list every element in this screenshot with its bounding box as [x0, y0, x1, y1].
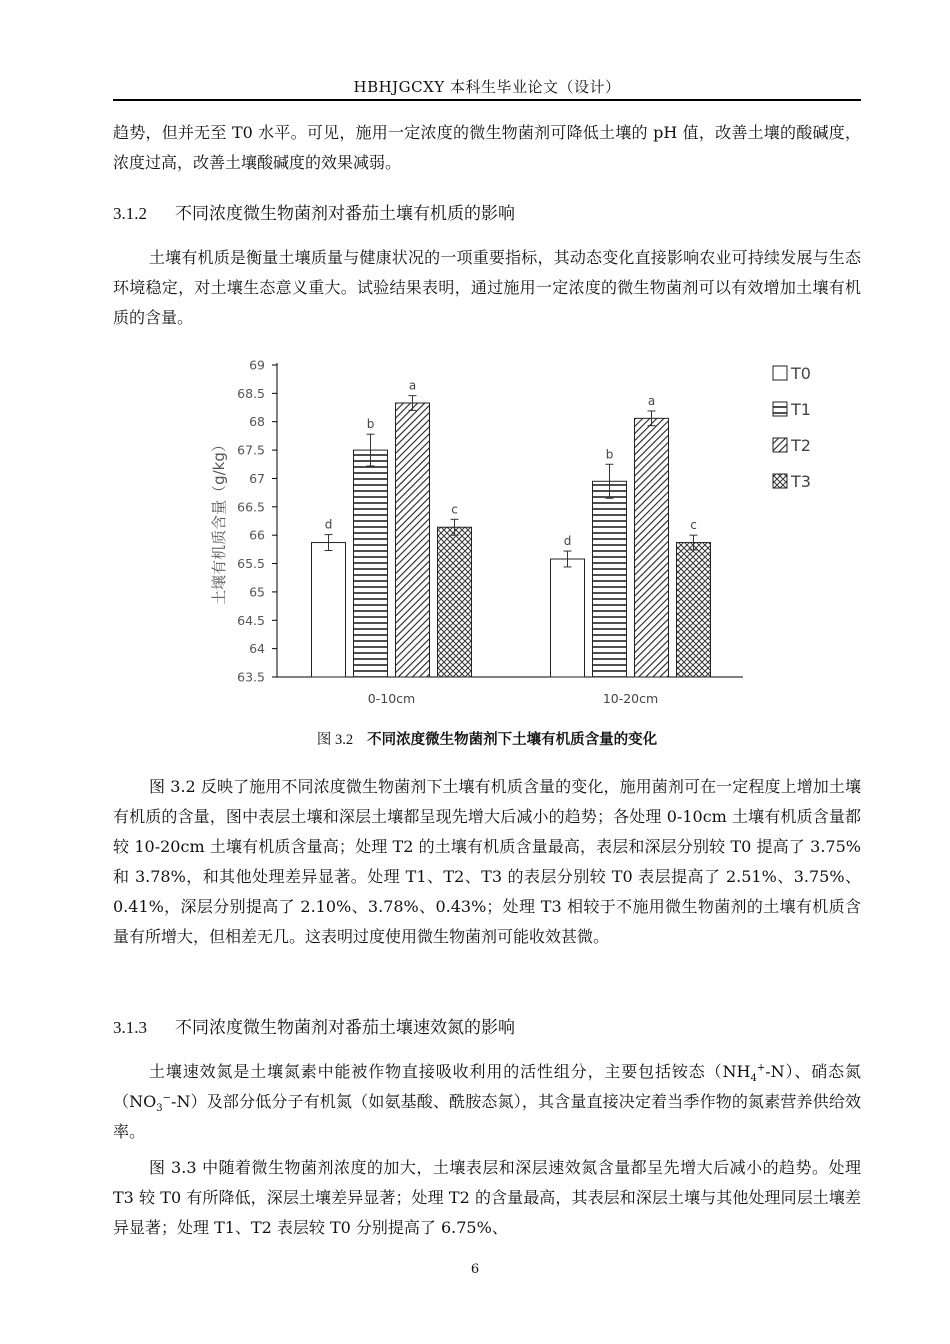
- bar-T3-10-20cm: [677, 543, 711, 677]
- section-heading-3-1-3: [113, 1013, 861, 1043]
- section-number: 3.1.2: [113, 204, 147, 223]
- running-header: HBHJGCXY 本科生毕业论文（设计）: [353, 78, 621, 96]
- legend-label-T0: T0: [791, 364, 811, 383]
- significance-label: c: [451, 502, 458, 517]
- x-category-label: 10-20cm: [602, 691, 659, 706]
- significance-label: d: [563, 534, 572, 549]
- significance-label: b: [605, 447, 614, 462]
- y-tick-label: 66.5: [237, 499, 265, 515]
- section-3-1-3-paragraph-1: 土壤速效氮是土壤氮素中能被作物直接吸收利用的活性组分，主要包括铵态$(NH_4^+-N)$、硝态氮$(NO_3^--N)$及部分低分子有机氮（如氨基酸、酰胺态氮），其含量直接决定着当季作物的氮素营养供给效率。: [113, 1062, 861, 1141]
- legend-swatch-T0: [773, 366, 787, 380]
- legend-label-T1: T1: [791, 400, 811, 419]
- section-number: 3.1.3: [113, 1018, 147, 1037]
- legend-swatch-T3: [773, 474, 787, 488]
- section-3-1-3-paragraph-2: 图 3.3 中随着微生物菌剂浓度的加大，土壤表层和深层速效氮含量都呈先增大后减小的趋势。处理 T3 较 T0 有所降低，深层土壤差异显著；处理 T2 的含量最高，其表层和深层土壤与其他处理同层土壤差异显著；处理 T1、T2 表层较 T0 分别提高了 6.75%、: [113, 1158, 861, 1237]
- legend-swatch-T1: [773, 402, 787, 416]
- section-3-1-2-paragraph: 土壤有机质是衡量土壤质量与健康状况的一项重要指标，其动态变化直接影响农业可持续发展与生态环境稳定，对土壤生态意义重大。试验结果表明，通过施用一定浓度的微生物菌剂可以有效增加土壤有机质的含量。: [113, 248, 861, 327]
- significance-label: c: [690, 518, 697, 533]
- header-rule: [113, 99, 861, 101]
- bar-T2-0-10cm: [396, 403, 430, 677]
- legend-label-T2: T2: [791, 436, 811, 455]
- x-category-label: 0-10cm: [367, 691, 416, 706]
- significance-label: d: [324, 517, 333, 532]
- results-paragraph: 图 3.2 反映了施用不同浓度微生物菌剂下土壤有机质含量的变化，施用菌剂可在一定程度上增加土壤有机质的含量，图中表层土壤和深层土壤都呈现先增大后减小的趋势；各处理 0-10cm 土壤有机质含量都较 10-20cm 土壤有机质含量高；处理 T2 的土壤有机质含量最高，表层和深层分别较 T0 提高了 3.75%和 3.78%，和其他处理差异显著。处理 T1、T2、T3 的表层分别较 T0 表层提高了 2.51%、3.75%、0.41%，深层分别提高了 2.10%、3.78%、0.43%；处理 T3 相较于不施用微生物菌剂的土壤有机质含量有所增大，但相差无几。这表明过度使用微生物菌剂可能收效甚微。: [113, 777, 861, 946]
- significance-label: a: [647, 393, 656, 408]
- y-tick-label: 67.5: [237, 442, 265, 458]
- y-tick-label: 67: [249, 470, 265, 486]
- figure-caption: [113, 728, 861, 749]
- significance-label: b: [366, 417, 375, 432]
- y-tick-label: 66: [249, 527, 265, 543]
- bar-T0-10-20cm: [551, 559, 585, 677]
- bar-T2-10-20cm: [635, 418, 669, 677]
- section-title: 不同浓度微生物菌剂对番茄土壤速效氮的影响: [175, 1018, 515, 1038]
- y-tick-label: 68.5: [237, 385, 265, 401]
- y-axis-label: 土壤有机质含量（g/kg）: [210, 437, 228, 605]
- y-tick-label: 63.5: [237, 669, 265, 685]
- bar-T0-0-10cm: [312, 543, 346, 677]
- intro-paragraph: 趋势，但并无至 T0 水平。可见，施用一定浓度的微生物菌剂可降低土壤的 pH 值，改善土壤的酸碱度，浓度过高，改善土壤酸碱度的效果减弱。: [113, 123, 861, 172]
- organic-matter-bar-chart: [180, 350, 840, 720]
- figure-number: 图 3.2: [316, 732, 354, 748]
- page-number: 6: [470, 1262, 480, 1277]
- y-tick-label: 65.5: [237, 556, 265, 572]
- y-tick-label: 68: [249, 414, 265, 430]
- bar-T1-0-10cm: [354, 450, 388, 677]
- y-tick-label: 69: [249, 357, 265, 373]
- section-title: 不同浓度微生物菌剂对番茄土壤有机质的影响: [175, 204, 515, 224]
- figure-caption-text: 不同浓度微生物菌剂下土壤有机质含量的变化: [367, 732, 658, 748]
- legend-swatch-T2: [773, 438, 787, 452]
- y-tick-label: 64.5: [237, 612, 265, 628]
- bar-T1-10-20cm: [593, 481, 627, 677]
- y-tick-label: 65: [249, 584, 265, 600]
- legend-label-T3: T3: [791, 472, 811, 491]
- y-tick-label: 64: [249, 641, 265, 657]
- significance-label: a: [408, 378, 417, 393]
- section-heading-3-1-2: [113, 199, 861, 229]
- bar-T3-0-10cm: [438, 527, 472, 677]
